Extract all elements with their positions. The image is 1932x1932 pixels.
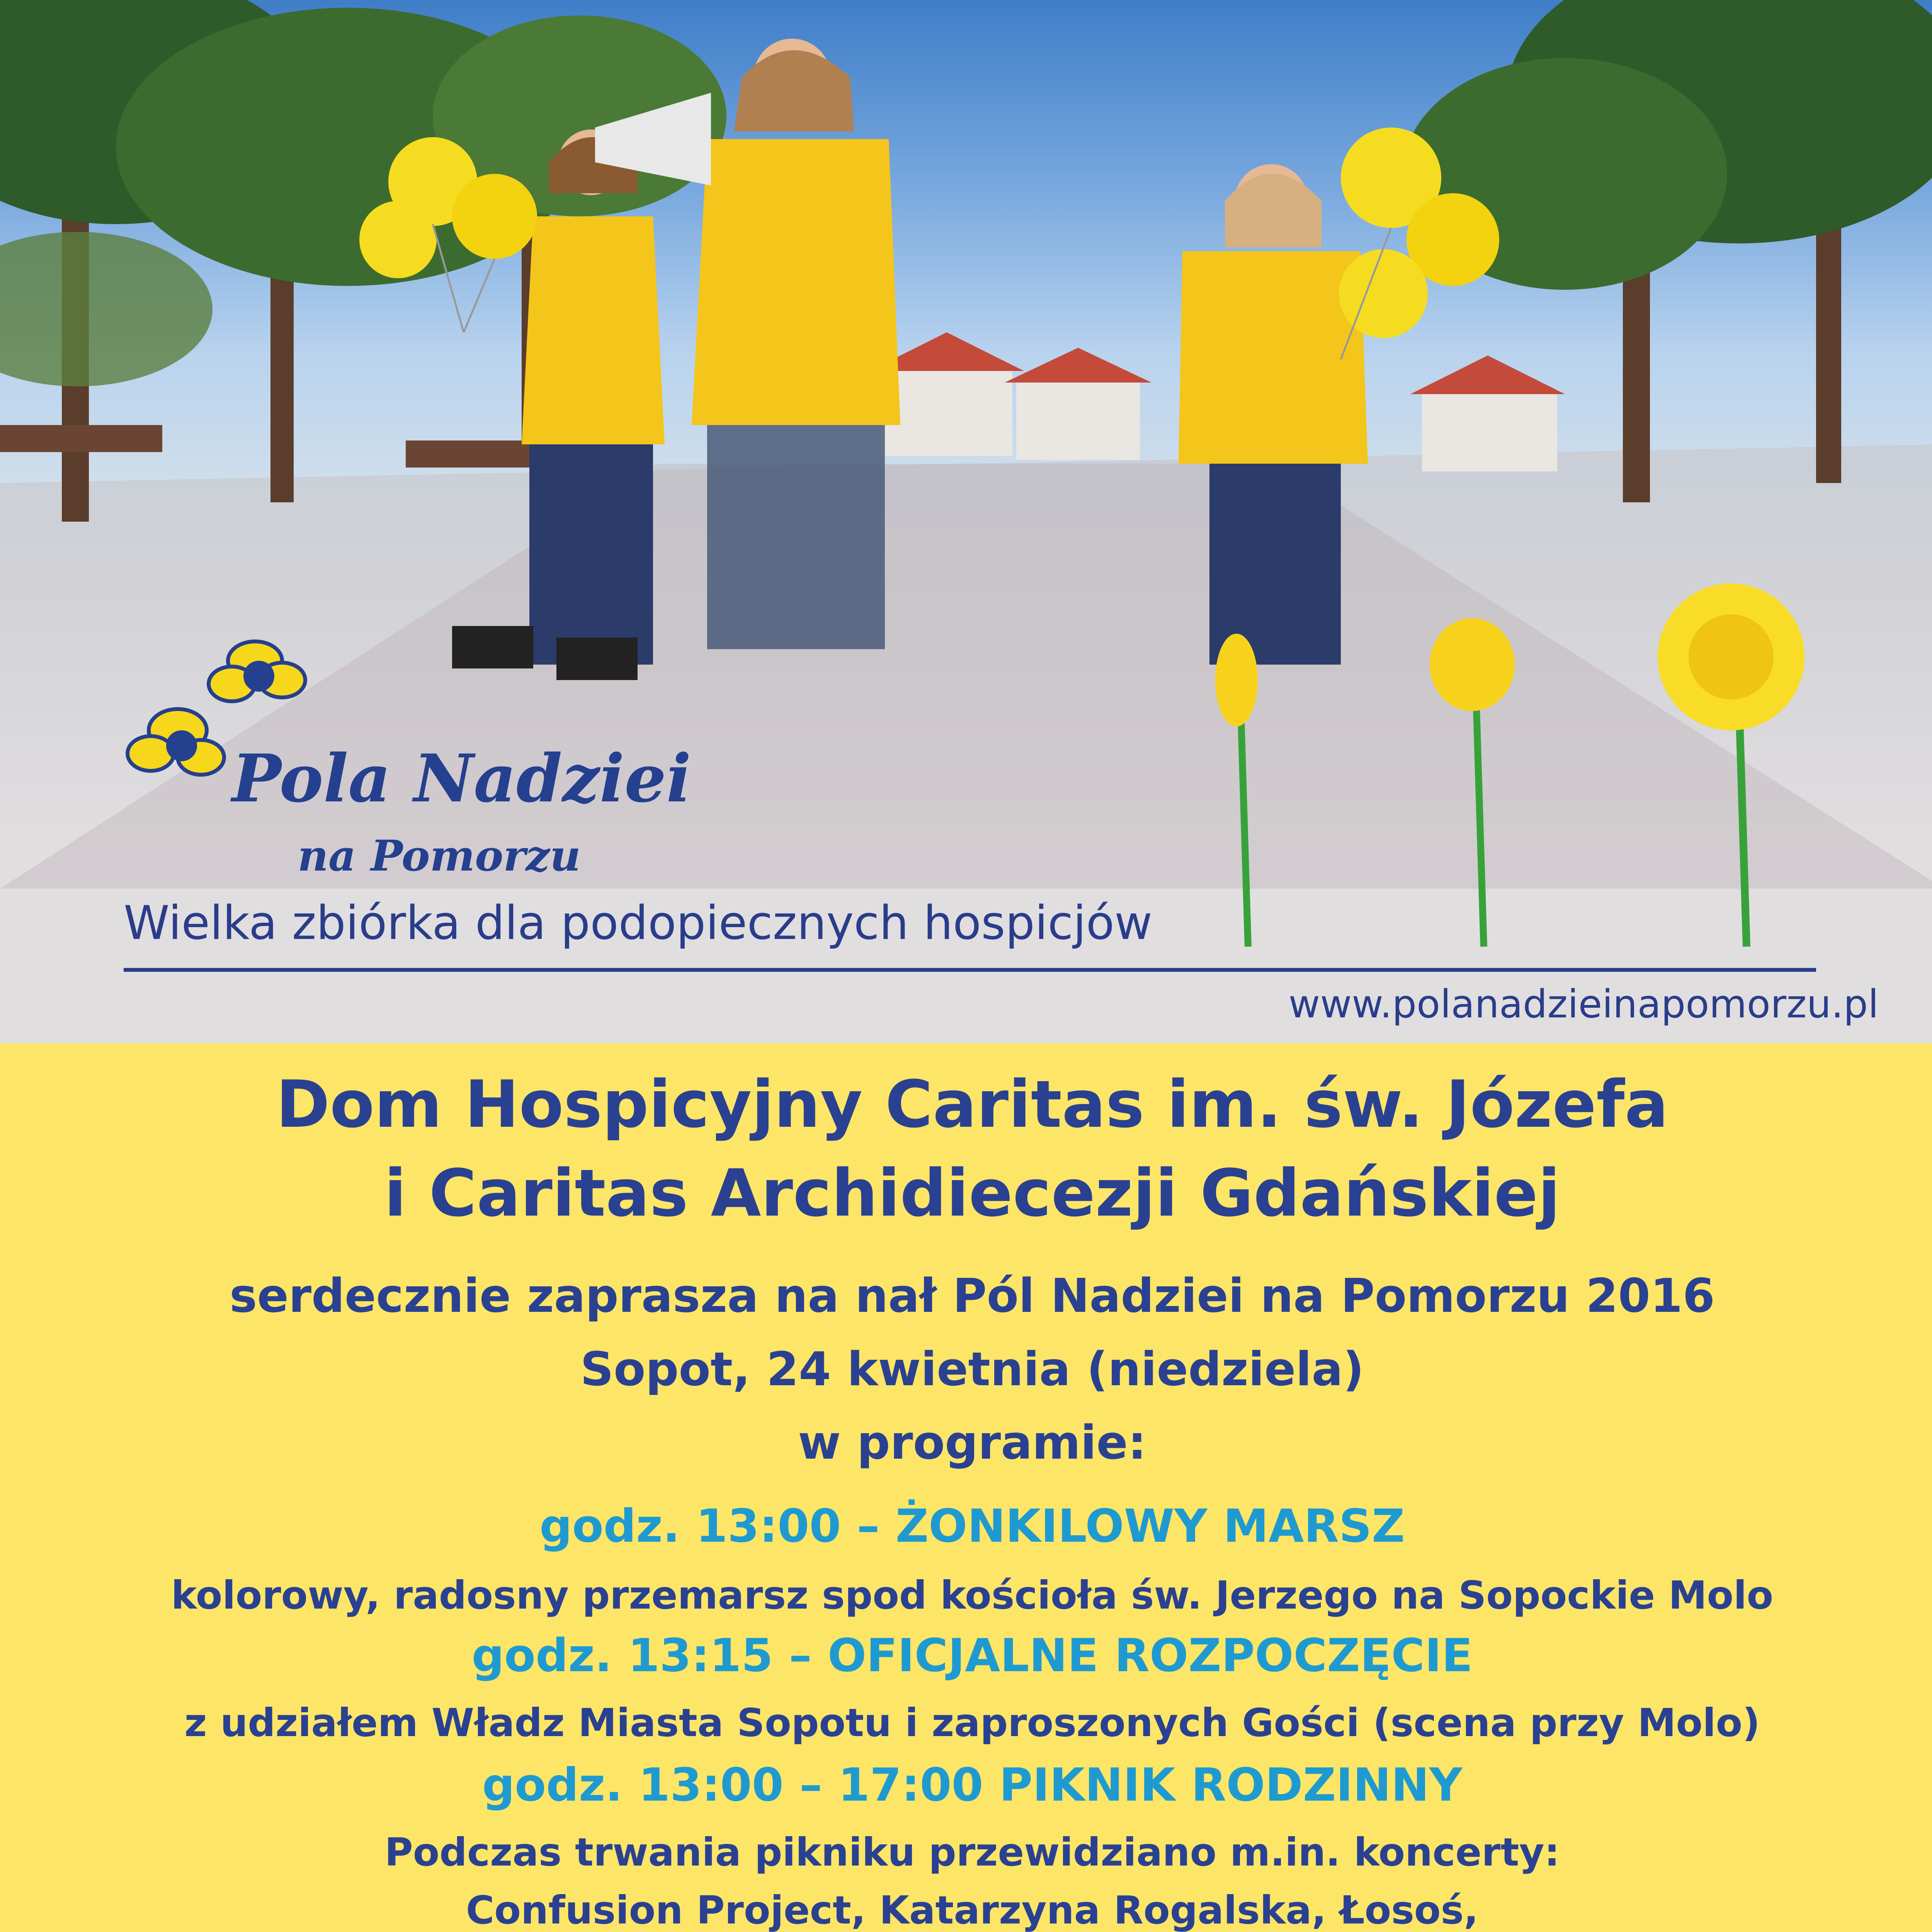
event-2-desc: z udziałem Władz Miasta Sopotu i zaproszonych Gości (scena przy Molo) — [184, 1700, 1760, 1745]
event-3-desc: Podczas trwania pikniku przewidziano m.in. koncerty: — [384, 1830, 1560, 1875]
event-2-title: godz. 13:15 – OFICJALNE ROZPOCZĘCIE — [471, 1629, 1473, 1682]
tagline: Wielka zbiórka dla podopiecznych hospicjów — [124, 896, 1153, 950]
organizer-title-2: i Caritas Archidiecezji Gdańskiej — [384, 1155, 1560, 1231]
brand-subtitle: na Pomorzu — [298, 831, 581, 881]
organizer-title-1: Dom Hospicyjny Caritas im. św. Józefa — [276, 1066, 1668, 1142]
program-label: w programie: — [798, 1416, 1146, 1470]
website-link[interactable]: www.polanadzieinapomorzu.pl — [1288, 981, 1879, 1027]
event-1-desc: kolorowy, radosny przemarsz spod kościoła św. Jerzego na Sopockie Molo — [171, 1573, 1774, 1618]
invite-line: serdecznie zaprasza na nał Pól Nadziei na Pomorzu 2016 — [230, 1269, 1715, 1323]
event-3-title: godz. 13:00 – 17:00 PIKNIK RODZINNY — [482, 1758, 1463, 1811]
tagline-divider — [124, 968, 1816, 972]
brand-title: Pola Nadziei — [232, 740, 691, 817]
event-1-title: godz. 13:00 – ŻONKILOWY MARSZ — [539, 1499, 1405, 1553]
place-date: Sopot, 24 kwietnia (niedziela) — [580, 1343, 1364, 1396]
details-line-1: Confusion Project, Katarzyna Rogalska, Łosoś, — [466, 1888, 1479, 1932]
